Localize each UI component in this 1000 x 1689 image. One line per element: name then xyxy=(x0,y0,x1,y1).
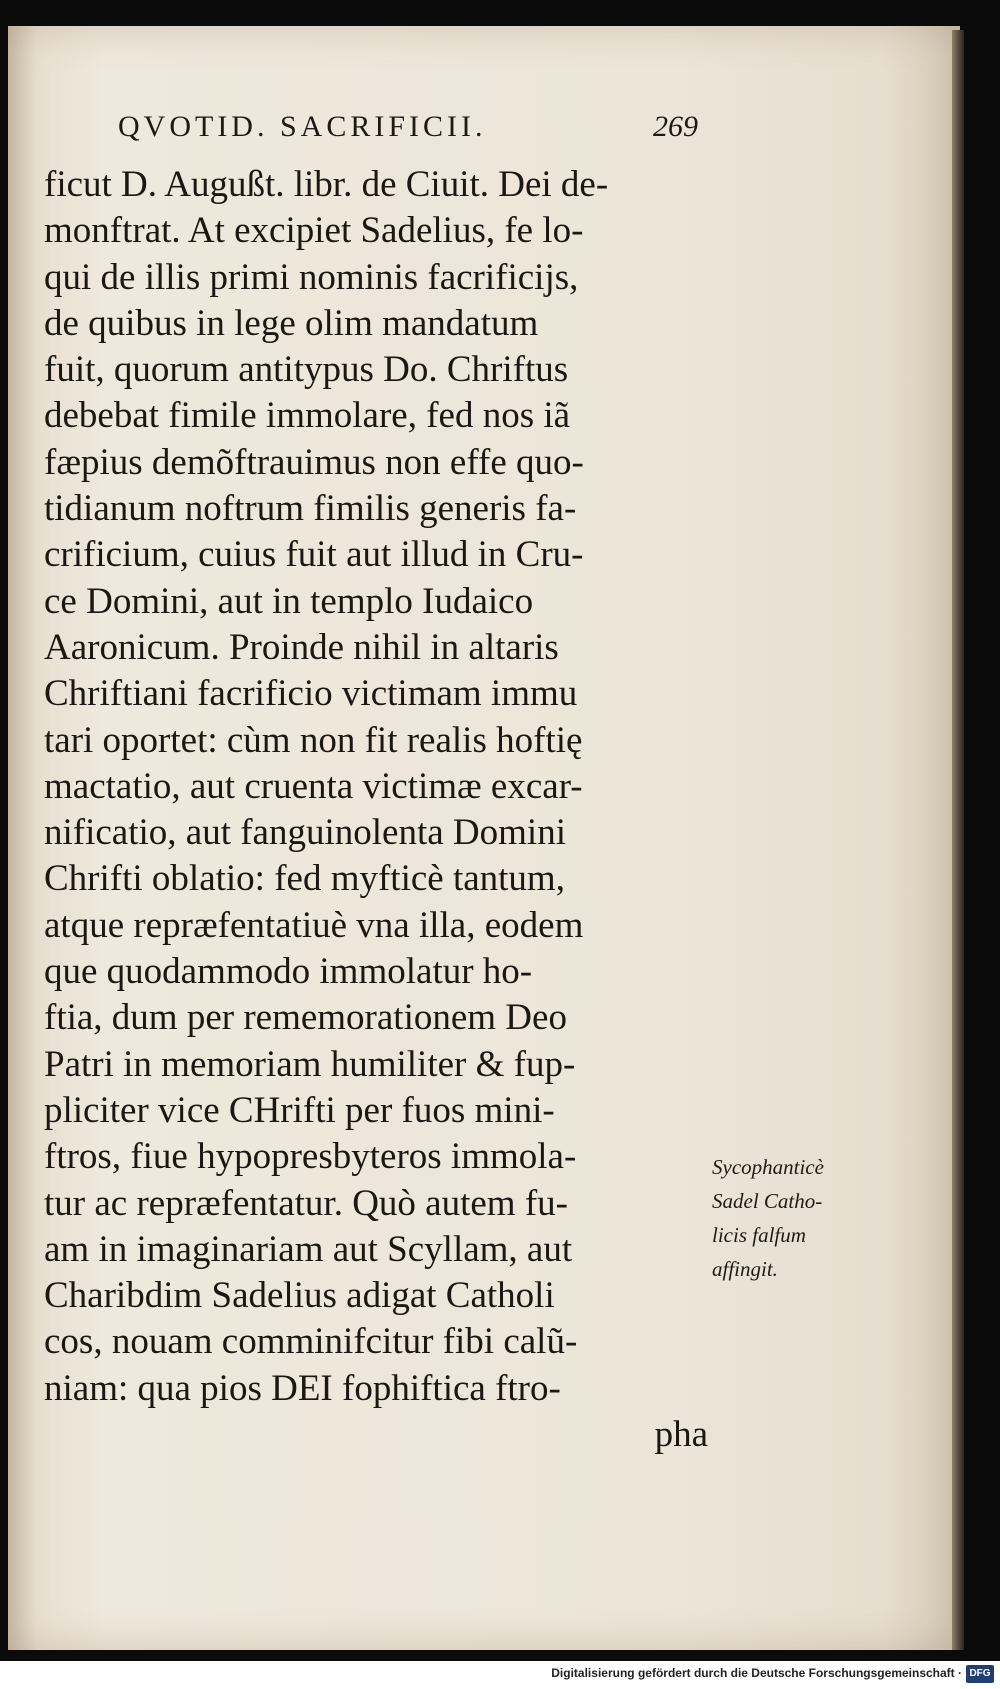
text-line: am in imaginariam aut Scyllam, aut xyxy=(44,1228,573,1270)
text-line: de quibus in lege olim mandatum xyxy=(44,302,539,344)
catchword: pha xyxy=(654,1414,708,1456)
text-line: cos, nouam comminifcitur fibi calũ- xyxy=(44,1321,578,1363)
text-line: qui de illis primi nominis facrificijs, xyxy=(44,256,579,298)
footer-bar xyxy=(0,1661,1000,1689)
text-line: Chrifti oblatio: fed myfticè tantum, xyxy=(44,858,565,900)
text-line: Chriftiani facrificio victimam immu xyxy=(44,673,578,715)
page-edge xyxy=(952,30,964,1650)
text-line: ftia, dum per rememorationem Deo xyxy=(44,997,567,1039)
text-line: que quodammodo immolatur ho- xyxy=(44,951,533,993)
marginal-note-line: Sadel Catho- xyxy=(712,1189,823,1213)
marginal-note-line: licis falfum xyxy=(712,1223,806,1247)
text-line: pliciter vice CHrifti per fuos mini- xyxy=(44,1089,555,1131)
text-line: crificium, cuius fuit aut illud in Cru- xyxy=(44,534,584,576)
text-line: ce Domini, aut in templo Iudaico xyxy=(44,580,534,622)
text-line: monftrat. At excipiet Sadelius, fe lo- xyxy=(44,210,584,252)
marginal-note-line: Sycophanticè xyxy=(712,1155,824,1179)
marginal-note xyxy=(712,1150,862,1286)
text-line: atque repræfentatiuè vna illa, eodem xyxy=(44,904,584,946)
text-line: Patri in memoriam humiliter & fup- xyxy=(44,1043,576,1085)
text-line: fæpius demõftrauimus non effe quo- xyxy=(44,441,584,483)
dfg-logo: DFG xyxy=(966,1665,994,1683)
text-line: ftros, fiue hypopresbyteros immola- xyxy=(44,1136,577,1178)
page-number: 269 xyxy=(653,110,698,143)
text-line: niam: qua pios DEI fophiftica ftro- xyxy=(44,1367,561,1409)
text-line: fuit, quorum antitypus Do. Chriftus xyxy=(44,349,569,391)
text-line: tari oportet: cùm non fit realis hoftię xyxy=(44,719,583,761)
footer-credit: Digitalisierung gefördert durch die Deutsche Forschungsgemeinschaft · xyxy=(551,1666,962,1680)
text-line: Aaronicum. Proinde nihil in altaris xyxy=(44,626,559,668)
text-line: ficut D. Augußt. libr. de Ciuit. Dei de- xyxy=(44,164,609,205)
text-line: tur ac repræfentatur. Quò autem fu- xyxy=(44,1182,568,1224)
text-line: mactatio, aut cruenta victimæ excar- xyxy=(44,765,583,807)
text-line: debebat fimile immolare, fed nos iã xyxy=(44,395,571,437)
body-text xyxy=(44,162,724,1458)
running-head xyxy=(118,110,698,150)
text-line: Charibdim Sadelius adigat Catholi xyxy=(44,1275,555,1317)
running-head-title: QVOTID. SACRIFICII. xyxy=(118,110,487,143)
marginal-note-line: affingit. xyxy=(712,1257,778,1281)
text-line: nificatio, aut fanguinolenta Domini xyxy=(44,812,566,854)
text-line: tidianum noftrum fimilis generis fa- xyxy=(44,488,577,530)
